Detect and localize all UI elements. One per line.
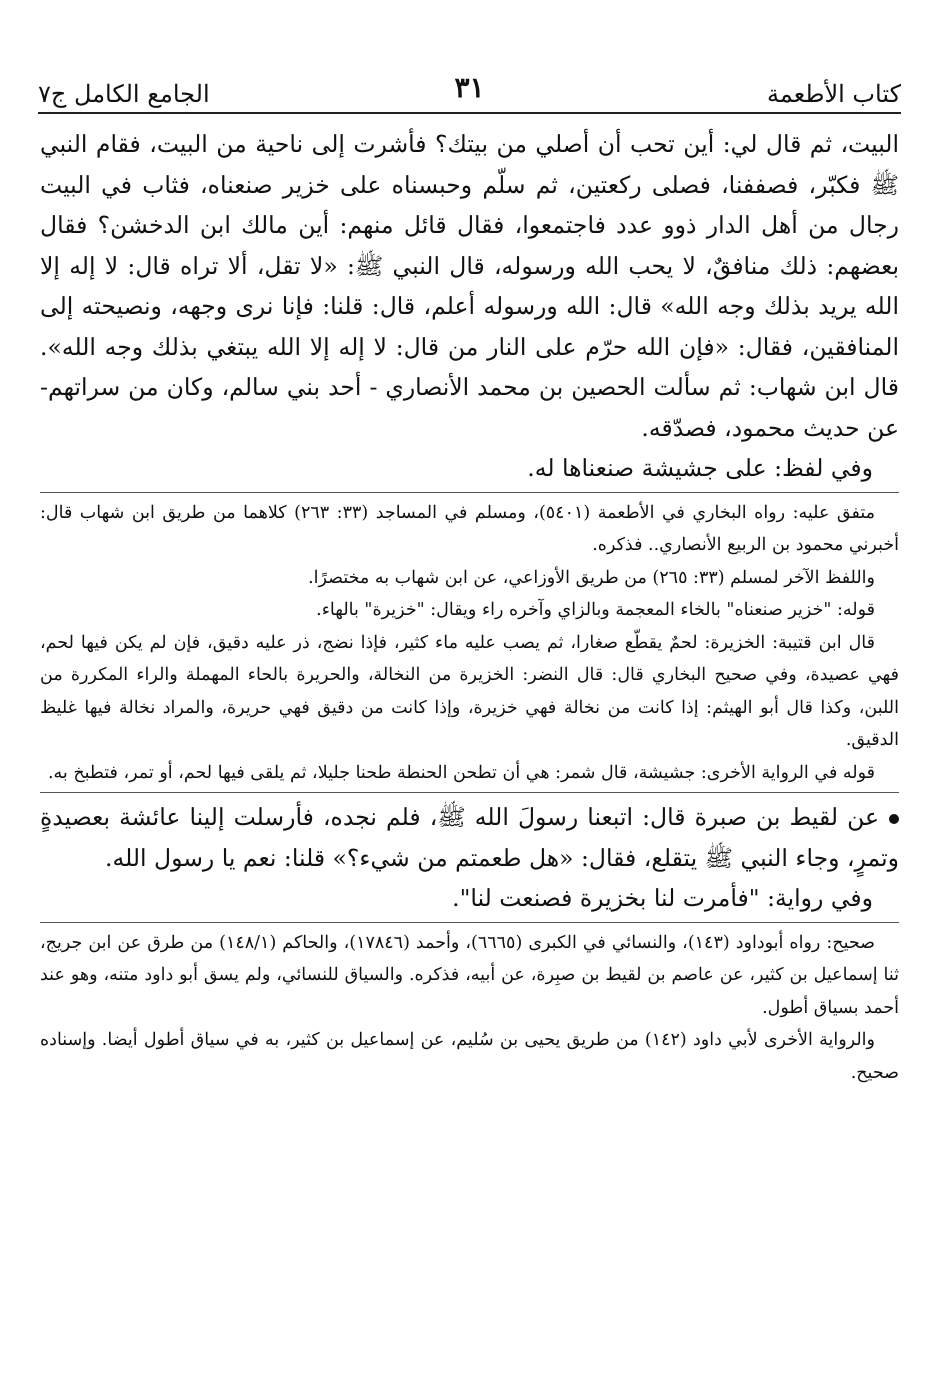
bullet-icon <box>889 814 899 824</box>
variant-wording: وفي لفظ: على جشيشة صنعناها له. <box>527 454 873 482</box>
page-header <box>38 60 901 108</box>
hadith-text-continued: البيت، ثم قال لي: أين تحب أن أصلي من بيتك؟ فأشرت إلى ناحية من البيت، فقام النبي ﷺ فكبّر، فصففنا، فصلى ركعتين، ثم سلّم وحبسناه على خزير صنعناه، فثاب في البيت رجال من أهل الدار ذوو عدد فاجتمعوا، فقال قائل منهم: أين مالك ابن الدخشن؟ فقال بعضهم: ذلك منافقٌ، لا يحب الله ورسوله، قال النبي ﷺ: «لا تقل، ألا تراه قال: لا إله إلا الله يريد بذلك وجه الله» قال: الله ورسوله أعلم، قال: قلنا: فإنا نرى وجهه، ونصيحته إلى المنافقين، فقال: «فإن الله حرّم على النار من قال: لا إله إلا الله يبتغي بذلك وجه الله». قال ابن شهاب: ثم سألت الحصين بن محمد الأنصاري - أحد بني سالم، وكان من سراتهم- عن حديث محمود، فصدّقه. <box>40 130 899 442</box>
other-wording-note: واللفظ الآخر لمسلم (٣٣: ٢٦٥) من طريق الأوزاعي، عن ابن شهاب به مختصرًا. <box>308 567 875 588</box>
narration-variant: وفي رواية: "فأمرت لنا بخزيرة فصنعت لنا". <box>452 884 873 912</box>
authentication-note: صحيح: رواه أبوداود (١٤٣)، والنسائي في الكبرى (٦٦٦٥)، وأحمد (١٧٨٤٦)، والحاكم (١٤٨/١) من طرق عن ابن جريج، ثنا إسماعيل بن كثير، عن عاصم بن لقيط بن صبِرة، عن أبيه، فذكره. والسياق للنسائي، ولم يسق أبو داود متنه، وهو عند أحمد بسياق أطول. <box>40 932 899 1018</box>
commentary-divider-2 <box>40 922 899 923</box>
hadith-laqit <box>40 797 899 878</box>
word-explanation-note: قوله: "خزير صنعناه" بالخاء المعجمة وبالزاي وآخره راء ويقال: "خزيرة" بالهاء. <box>316 600 875 620</box>
takhrij-note: متفق عليه: رواه البخاري في الأطعمة (٥٤٠١)، ومسلم في المساجد (٣٣: ٢٦٣) كلاهما من طريق ابن شهاب قال: أخبرني محمود بن الربيع الأنصاري.. فذكره. <box>40 502 899 555</box>
hadith-divider <box>40 792 899 793</box>
page-number: ٣١ <box>454 71 485 104</box>
hadith-laqit-text: عن لقيط بن صبرة قال: اتبعنا رسولَ الله ﷺ، فلم نجده، فأرسلت إلينا عائشة بعصيدةٍ وتمرٍ، وجاء النبي ﷺ يتقلع، فقال: «هل طعمتم من شيء؟» قلنا: نعم يا رسول الله. <box>40 803 899 872</box>
running-title-left: الجامع الكامل ج٧ <box>38 80 210 108</box>
ibn-qutayba-note: قال ابن قتيبة: الخزيرة: لحمٌ يقطّع صغارا، ثم يصب عليه ماء كثير، فإذا نضج، ذر عليه دقيق، فإن لم يكن فيها لحم، فهي عصيدة، وفي صحيح البخاري قال: قال النضر: الخزيرة من النخالة، والحريرة بالحاء المهملة والراء المكررة من اللبن، وكذا قال أبو الهيثم: إذا كانت من نخالة فهي خزيرة، وإذا كانت من دقيق فهي حريرة، والمراد نخالة فيها غليظ الدقيق. <box>40 632 899 750</box>
page-body <box>40 124 899 1089</box>
jashisha-note: قوله في الرواية الأخرى: جشيشة، قال شمر: هي أن تطحن الحنطة طحنا جليلا، ثم يلقى فيها لحم، أو تمر، فتطبخ به. <box>47 762 875 783</box>
other-narration-note: والرواية الأخرى لأبي داود (١٤٢) من طريق يحيى بن سُليم، عن إسماعيل بن كثير، به في سياق أطول أيضا. وإسناده صحيح. <box>40 1030 899 1083</box>
running-title-right: كتاب الأطعمة <box>767 80 901 108</box>
commentary-divider <box>40 492 899 493</box>
header-divider <box>38 112 901 114</box>
